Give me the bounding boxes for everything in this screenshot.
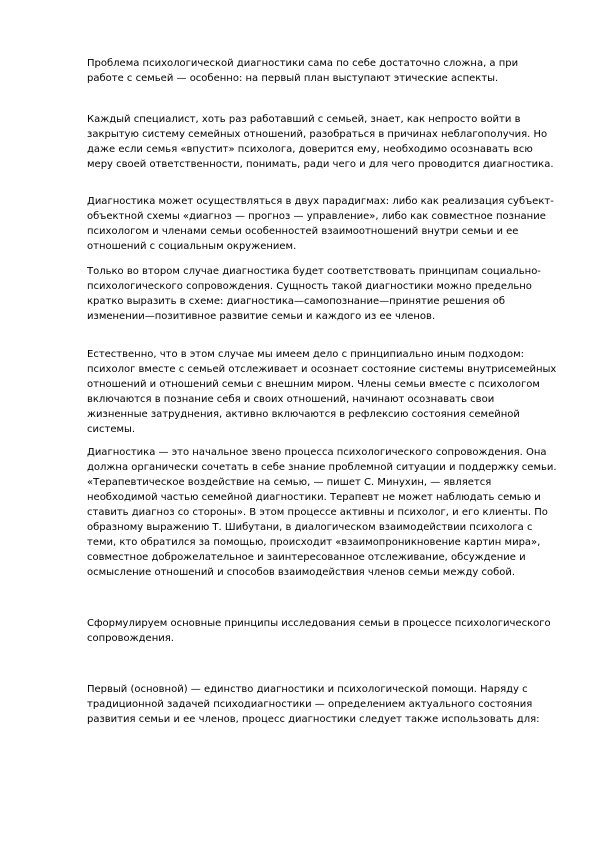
paragraph-paradigms: Диагностика может осуществляться в двух парадигмах: либо как реализация субъект-объектной схемы «диагноз — прогноз — управление», либо как совместное познание психологом и членами семьи особенностей взаимоотношений внутри семьи и ее отношений с социальным окружением. — [87, 196, 554, 252]
paragraph-diagnostics-link: Диагностика — это начальное звено процесса психологического сопровождения. Она должна органически сочетать в себе знание проблемной ситуации и поддержку семьи. «Терапевтическое воздействие на семью, — пишет С. Минухин, — является необходимой частью семейной диагностики. Терапевт не может наблюдать семью и ставить диагноз со стороны». В этом процессе активны и психолог, и его клиенты. По образному выражению Т. Шибутани, в диалогическом взаимодействии психолога с теми, кто обратился за помощью, происходит «взаимопроникновение картин мира», совместное доброжелательное и заинтересованное отслеживание, обсуждение и осмысление отношений и способов взаимодействия членов семьи между собой. — [87, 447, 557, 578]
paragraph-ethics: Проблема психологической диагностики сама по себе достаточно сложна, а при работе с семьей — особенно: на первый план выступают этические аспекты. — [87, 58, 519, 84]
paragraph-approach: Естественно, что в этом случае мы имеем дело с принципиально иным подходом: психолог вместе с семьей отслеживает и осознает состояние системы внутрисемейных отношений и отношений семьи с внешним миром. Члены семьи вместе с психологом включаются в познание себя и своих отношений, начинают осознавать свои жизненные затруднения, активно включаются в рефлексию состояния семейной системы. — [87, 349, 557, 435]
paragraph-principles: Сформулируем основные принципы исследования семьи в процессе психологического сопровождения. — [87, 618, 551, 644]
paragraph-specialist: Каждый специалист, хоть раз работавший с семьей, знает, как непросто войти в закрытую систему семейных отношений, разобраться в причинах неблагополучия. Но даже если семья «впустит» психолога, доверится ему, необходимо осознавать всю меру своей ответственности, понимать, ради чего и для чего проводится диагностика. — [87, 114, 554, 170]
paragraph-second-case: Только во втором случае диагностика будет соответствовать принципам социально-психологического сопровождения. Сущность такой диагностики можно предельно кратко выразить в схеме: диагностика—самопознание—принятие решения об изменении—позитивное развитие семьи и каждого из ее членов. — [87, 266, 541, 322]
paragraph-first-principle: Первый (основной) — единство диагностики и психологической помощи. Наряду с традиционной задачей психодиагностики — определением актуального состояния развития семьи и ее членов, процесс диагностики следует также использовать для: — [87, 684, 540, 725]
